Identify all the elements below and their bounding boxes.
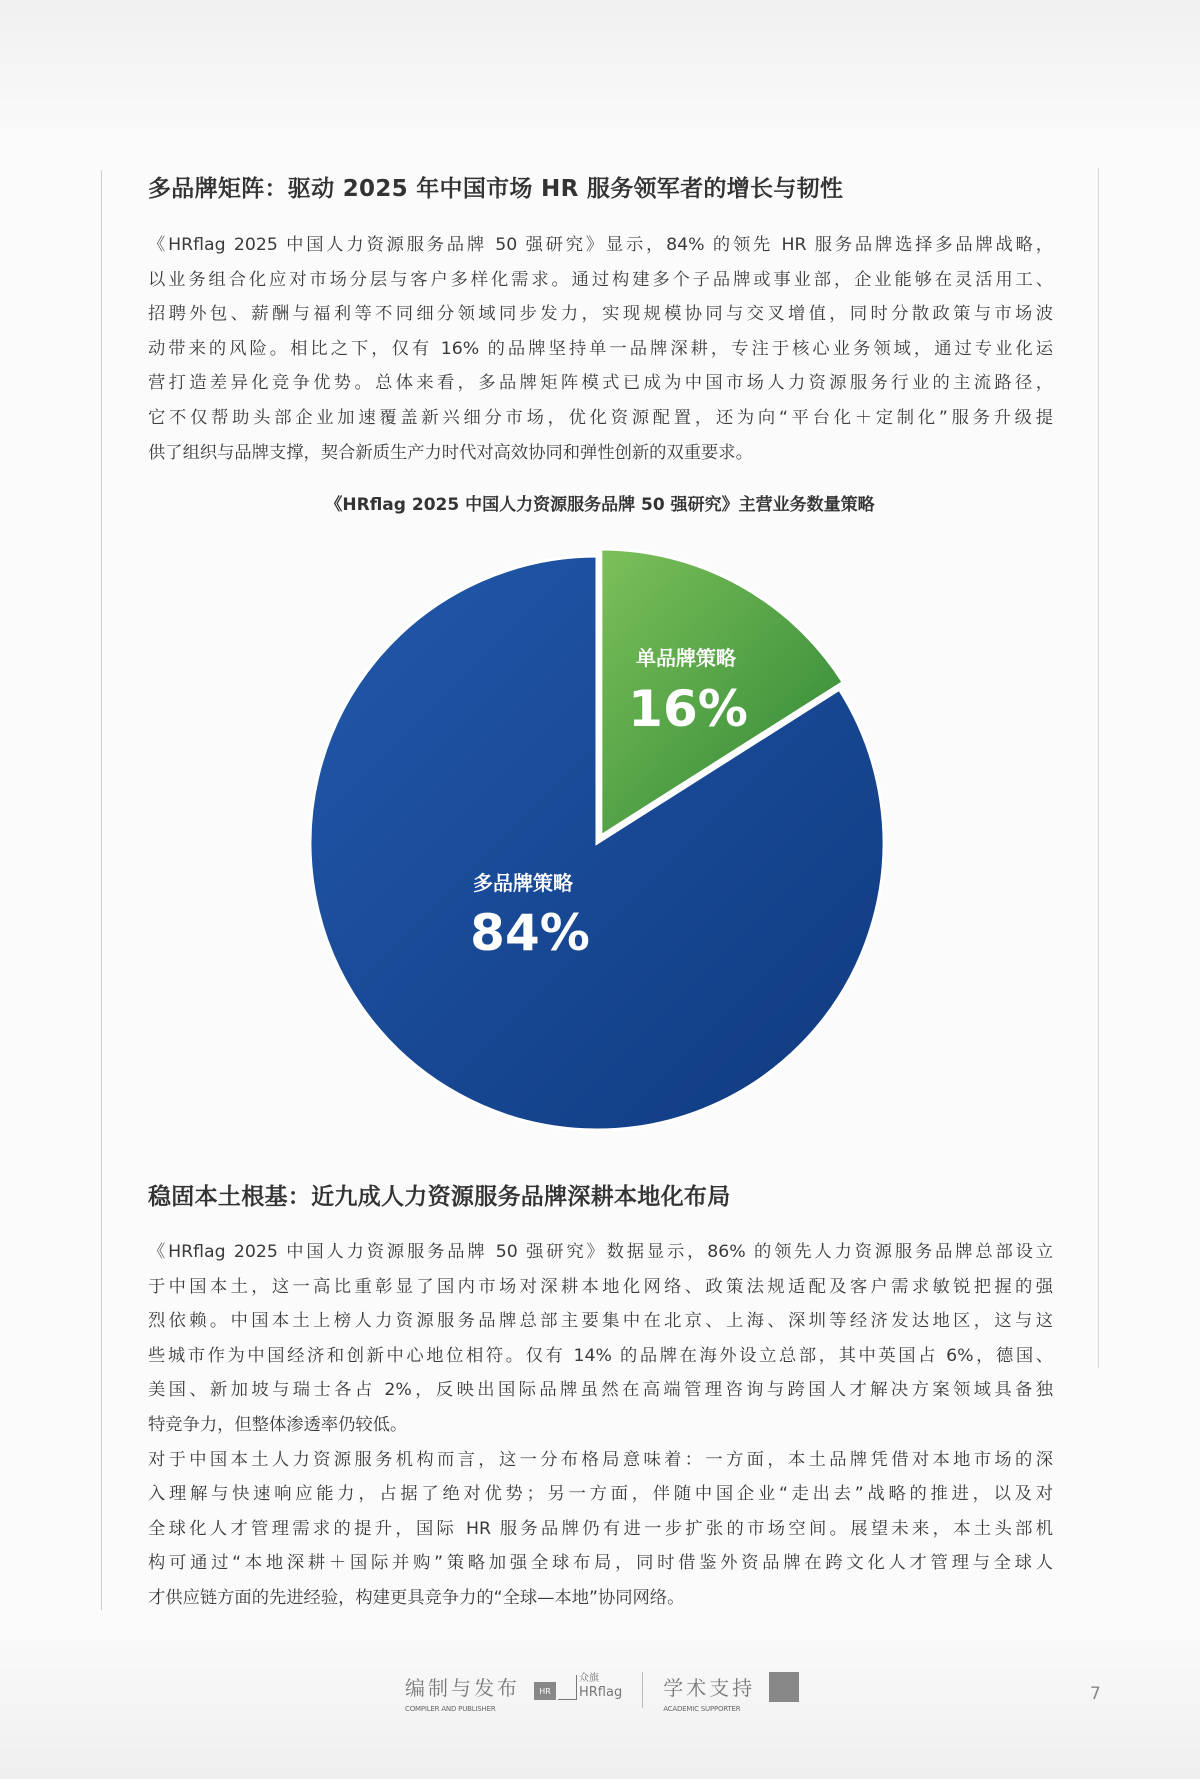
paragraph-line: 入理解与快速响应能力，占据了绝对优势；另一方面，伴随中国企业“走出去”战略的推进，以及对: [148, 1484, 1053, 1505]
paragraph-line: 于中国本土，这一高比重彰显了国内市场对深耕本地化网络、政策法规适配及客户需求敏锐把握的强: [148, 1276, 1053, 1297]
paragraph-line: 它不仅帮助头部企业加速覆盖新兴细分市场，优化资源配置，还为向“平台化＋定制化”服务升级提: [148, 408, 1053, 428]
footer-divider: [642, 1672, 643, 1708]
paragraph-line: 招聘外包、薪酬与福利等不同细分领域同步发力，实现规模协同与交叉增值，同时分散政策与市场波: [148, 304, 1053, 325]
slice-value-multi-brand: 84%: [470, 904, 590, 962]
paragraph-line: 才供应链方面的先进经验，构建更具竞争力的“全球—本地”协同网络。: [148, 1588, 685, 1608]
paragraph-line: 美国、新加坡与瑞士各占 2%，反映出国际品牌虽然在高端管理咨询与跨国人才解决方案领域具备独: [148, 1380, 1053, 1401]
paragraph-line: 烈依赖。中国本土上榜人力资源服务品牌总部主要集中在北京、上海、深圳等经济发达地区，这与这: [148, 1311, 1053, 1332]
academic-supporter-logo: [769, 1672, 799, 1702]
hrflag-logo-cn: 众旗: [579, 1673, 599, 1684]
page-number: 7: [1090, 1684, 1101, 1704]
paragraph-line: 特竞争力，但整体渗透率仍较低。: [148, 1415, 408, 1435]
slice-label-multi-brand: 多品牌策略: [473, 871, 573, 895]
academic-label-en: ACADEMIC SUPPORTER: [663, 1705, 741, 1713]
paragraph-line: 动带来的风险。相比之下，仅有 16% 的品牌坚持单一品牌深耕，专注于核心业务领域，通过专业化运: [148, 338, 1053, 359]
paragraph-line: 营打造差异化竞争优势。总体来看，多品牌矩阵模式已成为中国市场人力资源服务行业的主流路径，: [148, 373, 1053, 394]
hrflag-logo-en: HRflag: [579, 1685, 623, 1700]
chart-title: 《HRflag 2025 中国人力资源服务品牌 50 强研究》主营业务数量策略: [325, 495, 875, 515]
academic-label: 学术支持: [663, 1676, 756, 1700]
paragraph-line: 供了组织与品牌支撑，契合新质生产力时代对高效协同和弹性创新的双重要求。: [148, 442, 753, 463]
footer: [405, 1672, 799, 1713]
paragraph-line: 《HRflag 2025 中国人力资源服务品牌 50 强研究》显示，84% 的领先 HR 服务品牌选择多品牌战略，: [148, 235, 1053, 255]
section1-title: 多品牌矩阵：驱动 2025 年中国市场 HR 服务领军者的增长与韧性: [148, 176, 844, 202]
compiler-label: 编制与发布: [405, 1676, 520, 1700]
hrflag-logo: [534, 1672, 622, 1700]
paragraph-line: 全球化人才管理需求的提升，国际 HR 服务品牌仍有进一步扩张的市场空间。展望未来，本土头部机: [148, 1518, 1053, 1539]
paragraph-line: 对于中国本土人力资源服务机构而言，这一分布格局意味着：一方面，本土品牌凭借对本地市场的深: [148, 1449, 1053, 1470]
slice-value-single-brand: 16%: [628, 680, 748, 738]
paragraph-line: 构可通过“本地深耕＋国际并购”策略加强全球布局，同时借鉴外资品牌在跨文化人才管理与全球人: [148, 1553, 1053, 1574]
paragraph-line: 《HRflag 2025 中国人力资源服务品牌 50 强研究》数据显示，86% 的领先人力资源服务品牌总部设立: [148, 1242, 1053, 1262]
paragraph-line: 些城市作为中国经济和创新中心地位相符。仅有 14% 的品牌在海外设立总部，其中英国占 6%，德国、: [148, 1345, 1053, 1366]
paragraph-line: 以业务组合化应对市场分层与客户多样化需求。通过构建多个子品牌或事业部，企业能够在灵活用工、: [148, 269, 1053, 290]
section2-title: 稳固本土根基：近九成人力资源服务品牌深耕本地化布局: [148, 1184, 731, 1210]
hrflag-logo-mark: HR: [534, 1682, 556, 1700]
hrflag-logo-frame: [558, 1675, 577, 1700]
slice-label-single-brand: 单品牌策略: [636, 646, 736, 670]
compiler-label-en: COMPILER AND PUBLISHER: [405, 1705, 496, 1713]
